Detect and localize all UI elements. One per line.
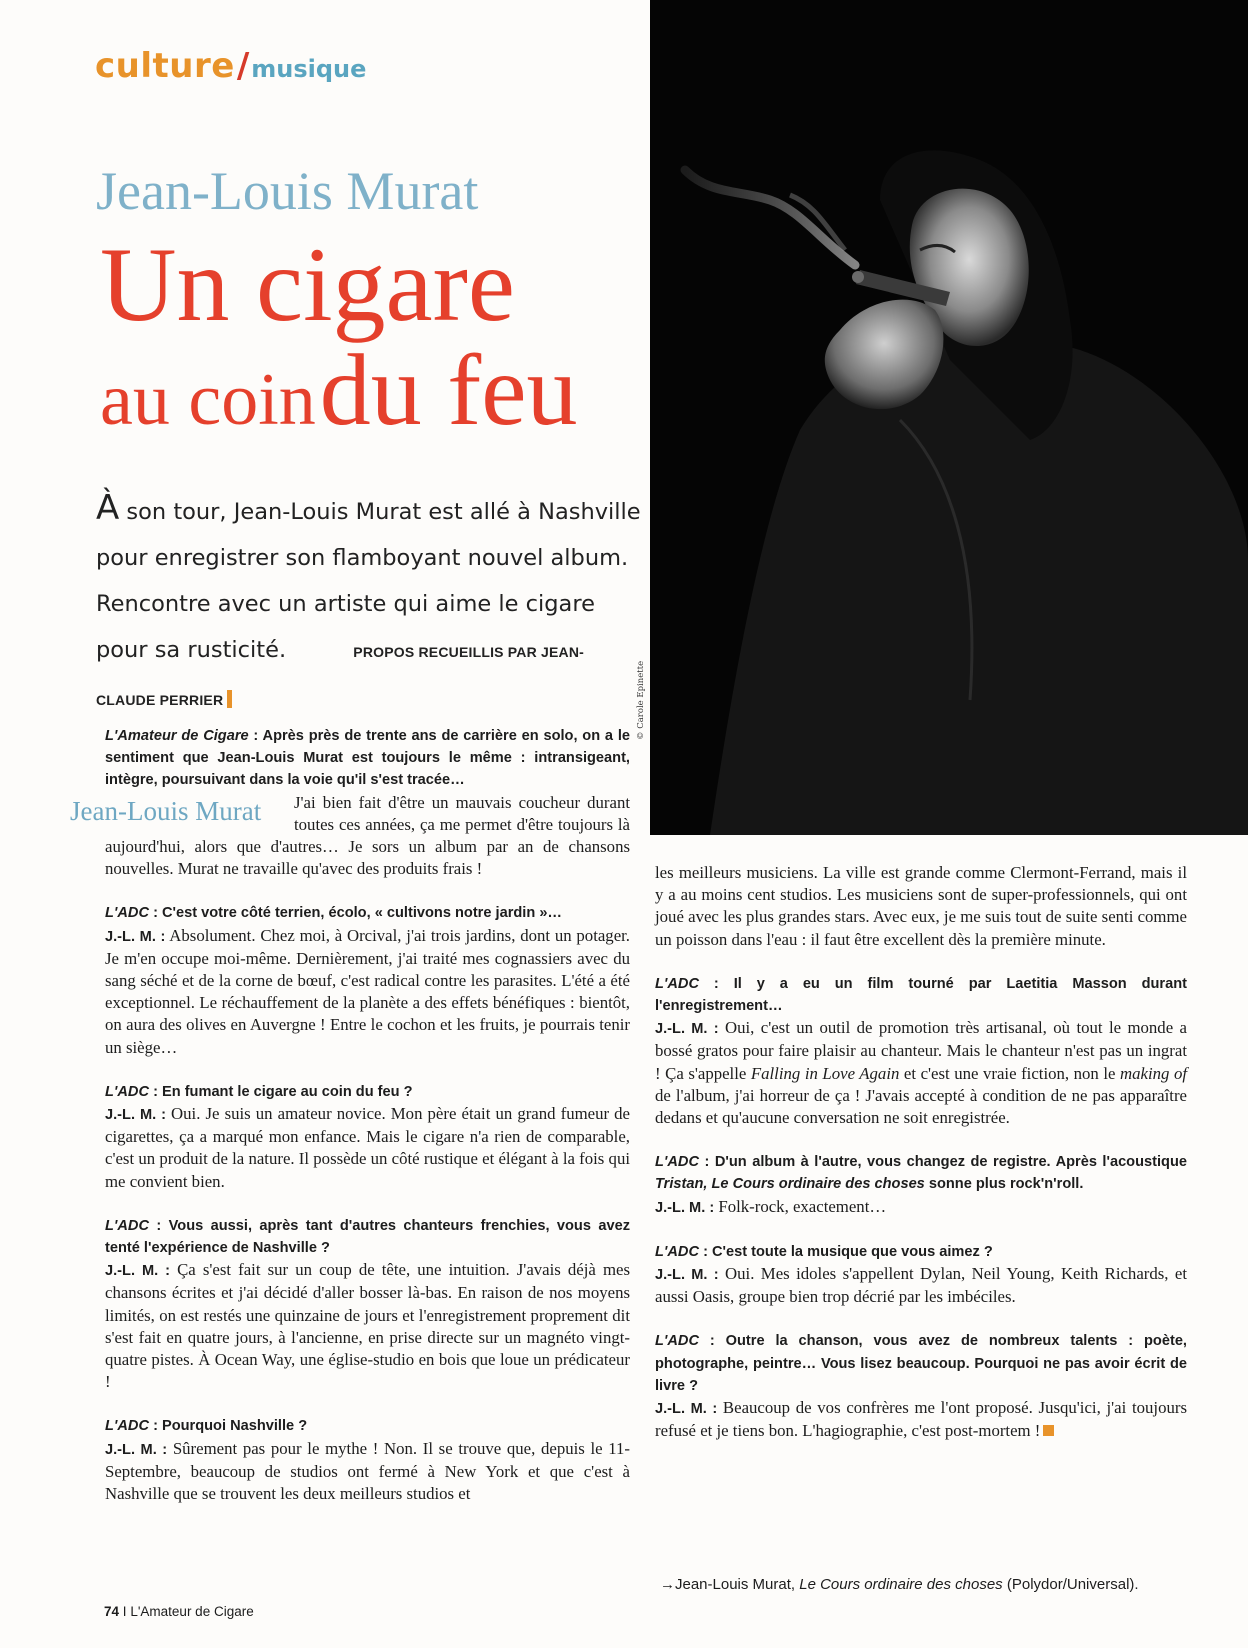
film-title: Falling in Love Again — [750, 1063, 900, 1083]
reference-artist: Jean-Louis Murat, — [675, 1576, 800, 1593]
question-text: : C'est toute la musique que vous aimez ? — [699, 1243, 993, 1260]
lede-initial: À — [96, 488, 120, 528]
qa-6 — [655, 1151, 1187, 1219]
answer — [105, 925, 630, 1059]
lede-text: son tour, Jean-Louis Murat est allé à Nashville pour enregistrer son flamboyant nouvel album. Rencontre avec un artiste qui aime le cigare pour sa rusticité. — [96, 499, 641, 663]
answer — [70, 792, 630, 881]
answer-text: Beaucoup de vos confrères me l'ont proposé. Jusqu'ici, j'ai toujours refusé et je tiens bon. L'hagiographie, c'est post-mortem ! — [655, 1398, 1187, 1441]
answer-text: Absolument. Chez moi, à Orcival, j'ai trois jardins, dont un potager. Je m'en occupe moi-même. Dernièrement, j'ai traité mes cognassiers avec du sang séché et de la corne de bœuf, c'est radical contre les parasites. L'été a été exceptionnel. Le réchauffement de la planète a des effets bénéfiques : bientôt, on aura des olives en Auvergne ! Entre le cochon et les fruits, je pourrais tenir un siège… — [105, 925, 630, 1057]
arrow-icon: → — [660, 1576, 675, 1593]
qa-2 — [105, 1081, 630, 1193]
magazine-name: L'Amateur de Cigare — [130, 1604, 254, 1619]
question-text: : Il y a eu un film tourné par Laetitia Masson durant l'enregistrement… — [655, 975, 1187, 1015]
question — [105, 1415, 630, 1437]
answer-text: Folk-rock, exactement… — [714, 1196, 887, 1216]
question-label: L'ADC — [105, 1217, 150, 1234]
qa-4 — [105, 1415, 630, 1505]
end-mark — [1043, 1425, 1054, 1436]
question — [655, 1151, 1187, 1195]
answer — [655, 1196, 1187, 1219]
answer — [105, 1259, 630, 1393]
question-text: : Après près de trente ans de carrière en solo, on a le sentiment que Jean-Louis Murat est toujours le même : intransigeant, intègre, poursuivant dans la voie qu'il s'est tracée… — [105, 728, 631, 789]
question-text: : Vous aussi, après tant d'autres chanteurs frenchies, vous avez tenté l'expérience de Nashville ? — [105, 1217, 630, 1257]
question — [655, 1241, 1187, 1263]
answer-label: J.-L. M. : — [105, 1107, 166, 1124]
answer-text: de l'album, j'ai horreur de ça ! J'avais accepté à condition de ne pas apparaître dedans et qu'aucune conversation ne soit enregistrée. — [655, 1085, 1187, 1128]
question-text: : D'un album à l'autre, vous changez de registre. Après l'acoustique — [699, 1154, 1187, 1171]
answer-italic: making of — [1120, 1063, 1187, 1083]
answer — [655, 1017, 1187, 1129]
question-text: sonne plus rock'n'roll. — [924, 1176, 1084, 1193]
article-column-right — [655, 862, 1187, 1464]
photo-credit: © Carole Epinette — [636, 660, 646, 740]
headline-line2-b: du feu — [319, 334, 578, 447]
portrait-illustration — [650, 0, 1248, 835]
headline-line2 — [100, 334, 578, 447]
album-titles: Tristan, Le Cours ordinaire des choses — [655, 1176, 925, 1193]
answer-continued: les meilleurs musiciens. La ville est grande comme Clermont-Ferrand, mais il y a au moins cent studios. Les musiciens sont de super-professionnels, qui ont joué avec les plus grandes stars. Avec eux, je me suis tout de suite senti comme un poisson dans l'eau : il faut être excellent dès la première minute. — [655, 863, 1187, 949]
reference-label: (Polydor/Universal). — [1002, 1576, 1139, 1593]
answer-text: Oui. Je suis un amateur novice. Mon père était un grand fumeur de cigarettes, ça a marqué mon enfance. Mais le cigare n'a rien de comparable, c'est un produit de la nature. Il possède un côté rustique et élégant à la fois qui me convient bien. — [105, 1104, 631, 1191]
lede-paragraph — [96, 485, 641, 723]
answer — [105, 1103, 630, 1193]
answer-text: Oui, c'est un outil de promotion très artisanal, où tout le monde a bossé gratos pour faire plaisir au chanteur. Mais le chanteur n'est pas un ingrat ! Ça s'appelle — [655, 1018, 1187, 1083]
pull-name: Jean-Louis Murat — [70, 795, 262, 826]
answer-text: J'ai bien fait d'être un mauvais coucheur durant toutes ces années, ça me permet d'être toujours là aujourd'hui, alors que d'autres… Je sors un album par an de chansons nouvelles. Murat ne travaille qu'avec des produits frais ! — [105, 792, 630, 879]
qa-1 — [105, 902, 630, 1058]
question-text: : Outre la chanson, vous avez de nombreux talents : poète, photographe, peintre… Vous lisez beaucoup. Pourquoi ne pas avoir écrit de livre ? — [655, 1333, 1187, 1394]
rubric-subsection: musique — [251, 55, 367, 83]
answer-text: Sûrement pas pour le mythe ! Non. Il se trouve que, depuis le 11-Septembre, beaucoup de studios ont fermé à New York et que c'est à Nashville que se trouvent les deux meilleurs studios et — [105, 1438, 630, 1504]
question-label: L'ADC — [105, 1418, 150, 1435]
question — [105, 1215, 630, 1259]
answer-label: J.-L. M. : — [655, 1267, 719, 1284]
answer-text: Ça s'est fait sur un coup de tête, une intuition. J'avais déjà mes chansons écrites et j'ai décidé d'aller bosser là-bas. En raison de nos moyens limités, on est restés une quinzaine de jours et l'enregistrement proprement dit s'est fait en quatre jours, à l'ancienne, en prise directe sur un magnéto vingt-quatre pistes. À Ocean Way, une église-studio en bois que loue un prédicateur ! — [105, 1260, 630, 1392]
artist-name: Jean-Louis Murat — [96, 161, 479, 221]
question — [105, 725, 630, 792]
question-text: : En fumant le cigare au coin du feu ? — [149, 1083, 413, 1100]
answer-text: et c'est une vraie fiction, non le — [899, 1063, 1120, 1083]
question-label: L'ADC — [655, 1333, 700, 1350]
question-label: L'Amateur de Cigare — [105, 728, 249, 744]
headline-line2-a: au coin — [100, 359, 316, 441]
answer-label: J.-L. M. : — [105, 1263, 170, 1280]
portrait-photo — [650, 0, 1248, 835]
answer — [655, 1397, 1187, 1442]
answer-label: J.-L. M. : — [655, 1199, 715, 1216]
qa-7 — [655, 1241, 1187, 1309]
rubric-slash: / — [236, 46, 250, 86]
answer-label: J.-L. M. : — [655, 1021, 719, 1038]
byline: PROPOS RECUEILLIS PAR JEAN-CLAUDE PERRIER — [96, 644, 585, 708]
byline-bar — [227, 690, 232, 708]
question-text: : Pourquoi Nashville ? — [149, 1418, 308, 1435]
question-label: L'ADC — [105, 1083, 150, 1100]
answer-text: Oui. Mes idoles s'appellent Dylan, Neil Young, Keith Richards, et aussi Oasis, groupe bien trop décrié par les imbéciles. — [655, 1264, 1187, 1307]
question — [655, 1330, 1187, 1397]
qa-5 — [655, 973, 1187, 1129]
page-footer — [104, 1604, 254, 1619]
question-label: L'ADC — [105, 905, 150, 922]
question-label: L'ADC — [655, 1154, 700, 1171]
qa-intro — [70, 725, 631, 880]
answer-label: J.-L. M. : — [655, 1401, 718, 1418]
answer-label: J.-L. M. : — [105, 928, 166, 945]
page-number: 74 — [104, 1604, 120, 1619]
footer-separator: I — [122, 1604, 127, 1619]
answer-label: J.-L. M. : — [105, 1441, 168, 1458]
headline-line1: Un cigare — [100, 226, 515, 343]
article-column-left — [70, 725, 631, 1527]
question-label: L'ADC — [655, 975, 700, 992]
qa-8 — [655, 1330, 1187, 1442]
question — [105, 902, 630, 924]
qa-4-continued — [655, 862, 1187, 951]
qa-3 — [105, 1215, 630, 1394]
rubric-section: culture — [95, 46, 235, 86]
question — [105, 1081, 630, 1103]
reference-album: Le Cours ordinaire des choses — [799, 1576, 1003, 1593]
answer — [105, 1438, 630, 1506]
album-reference — [660, 1576, 1139, 1593]
answer — [655, 1263, 1187, 1308]
section-rubric — [95, 46, 366, 86]
question — [655, 973, 1187, 1017]
question-label: L'ADC — [655, 1243, 700, 1260]
question-text: : C'est votre côté terrien, écolo, « cultivons notre jardin »… — [149, 905, 563, 922]
